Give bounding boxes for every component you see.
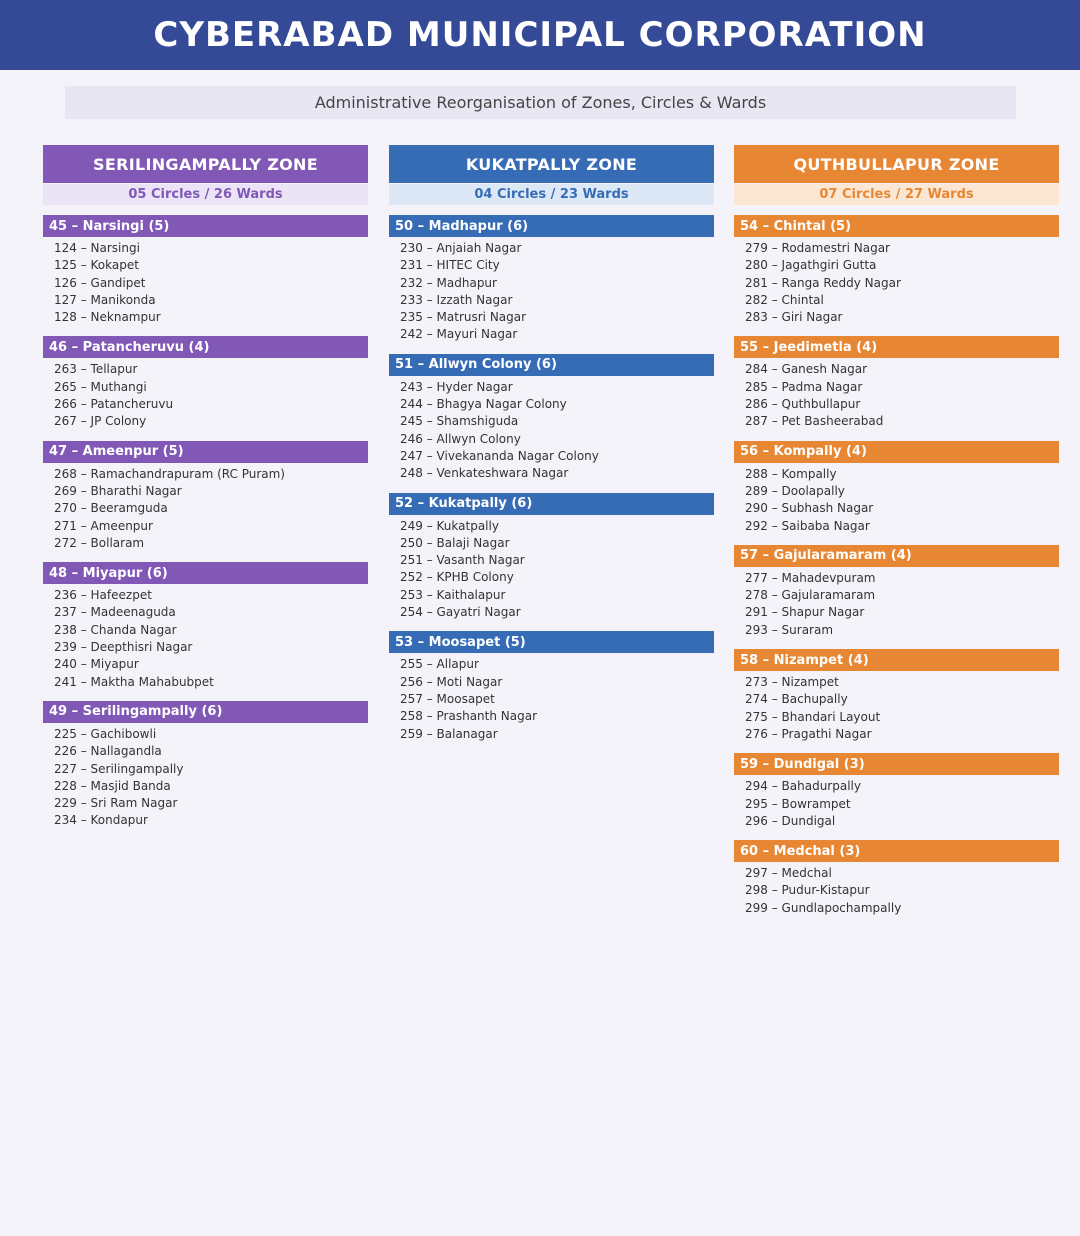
circle-heading: 58 – Nizampet (4) <box>734 649 1059 671</box>
ward-item: 127 – Manikonda <box>54 292 156 307</box>
ward-list <box>734 671 1059 743</box>
ward-item: 128 – Neknampur <box>54 310 161 325</box>
zone-kukatpally <box>389 145 714 743</box>
ward-item: 246 – Allwyn Colony <box>400 431 521 446</box>
zone-count: 05 Circles / 26 Wards <box>43 184 368 205</box>
circle-heading: 47 – Ameenpur (5) <box>43 441 368 463</box>
ward-item: 250 – Balaji Nagar <box>400 535 510 550</box>
zone-count: 07 Circles / 27 Wards <box>734 184 1059 205</box>
ward-item: 226 – Nallagandla <box>54 744 162 759</box>
circle-block <box>389 631 714 742</box>
circle-heading: 52 – Kukatpally (6) <box>389 493 714 515</box>
ward-item: 241 – Maktha Mahabubpet <box>54 674 214 689</box>
ward-list <box>43 237 368 326</box>
circle-block <box>734 840 1059 917</box>
ward-item: 234 – Kondapur <box>54 813 148 828</box>
circle-heading: 51 – Allwyn Colony (6) <box>389 354 714 376</box>
ward-list <box>734 463 1059 535</box>
ward-item: 275 – Bhandari Layout <box>745 709 881 724</box>
zone-title: SERILINGAMPALLY ZONE <box>43 145 368 183</box>
circle-block <box>43 701 368 830</box>
zone-count: 04 Circles / 23 Wards <box>389 184 714 205</box>
circle-heading: 57 – Gajularamaram (4) <box>734 545 1059 567</box>
ward-item: 292 – Saibaba Nagar <box>745 518 870 533</box>
circle-block <box>43 441 368 552</box>
ward-list <box>734 862 1059 917</box>
ward-item: 295 – Bowrampet <box>745 796 851 811</box>
ward-item: 124 – Narsingi <box>54 241 140 255</box>
zone-quthbullapur <box>734 145 1059 917</box>
ward-item: 244 – Bhagya Nagar Colony <box>400 397 567 412</box>
ward-list <box>43 463 368 552</box>
circle-heading: 50 – Madhapur (6) <box>389 215 714 237</box>
ward-item: 276 – Pragathi Nagar <box>745 726 872 741</box>
ward-item: 243 – Hyder Nagar <box>400 379 513 394</box>
ward-list <box>734 775 1059 830</box>
ward-item: 272 – Bollaram <box>54 535 145 550</box>
ward-item: 249 – Kukatpally <box>400 518 499 533</box>
ward-item: 255 – Allapur <box>400 657 479 672</box>
ward-item: 254 – Gayatri Nagar <box>400 605 521 620</box>
ward-item: 274 – Bachupally <box>745 692 848 707</box>
circle-list <box>734 215 1059 917</box>
ward-item: 239 – Deepthisri Nagar <box>54 640 193 655</box>
ward-item: 271 – Ameenpur <box>54 518 153 533</box>
ward-item: 273 – Nizampet <box>745 675 839 690</box>
ward-list <box>43 584 368 691</box>
ward-list <box>734 237 1059 326</box>
ward-item: 266 – Patancheruvu <box>54 397 174 412</box>
circle-block <box>389 493 714 622</box>
ward-list <box>43 723 368 830</box>
circle-block <box>43 336 368 430</box>
ward-item: 257 – Moosapet <box>400 691 495 706</box>
ward-item: 258 – Prashanth Nagar <box>400 709 538 724</box>
ward-item: 235 – Matrusri Nagar <box>400 310 527 325</box>
ward-item: 245 – Shamshiguda <box>400 414 519 429</box>
circle-heading: 60 – Medchal (3) <box>734 840 1059 862</box>
ward-item: 289 – Doolapally <box>745 483 845 498</box>
ward-item: 284 – Ganesh Nagar <box>745 362 868 377</box>
ward-item: 263 – Tellapur <box>54 362 138 377</box>
ward-item: 240 – Miyapur <box>54 657 139 672</box>
ward-item: 283 – Giri Nagar <box>745 310 843 325</box>
page-subtitle: Administrative Reorganisation of Zones, Circles & Wards <box>65 86 1016 119</box>
circle-block <box>734 649 1059 743</box>
circle-list <box>43 215 368 830</box>
ward-item: 242 – Mayuri Nagar <box>400 327 518 342</box>
ward-list <box>389 376 714 483</box>
ward-item: 287 – Pet Basheerabad <box>745 414 884 429</box>
ward-item: 232 – Madhapur <box>400 275 497 290</box>
ward-item: 280 – Jagathgiri Gutta <box>745 258 877 273</box>
header-banner <box>0 0 1080 70</box>
circle-block <box>734 215 1059 326</box>
circle-heading: 49 – Serilingampally (6) <box>43 701 368 723</box>
circle-heading: 45 – Narsingi (5) <box>43 215 368 237</box>
ward-item: 269 – Bharathi Nagar <box>54 483 182 498</box>
ward-item: 227 – Serilingampally <box>54 761 184 776</box>
ward-item: 251 – Vasanth Nagar <box>400 553 525 568</box>
ward-item: 281 – Ranga Reddy Nagar <box>745 275 901 290</box>
circle-block <box>389 215 714 344</box>
circle-list <box>389 215 714 743</box>
ward-item: 125 – Kokapet <box>54 258 139 273</box>
zone-title: KUKATPALLY ZONE <box>389 145 714 183</box>
ward-list <box>734 567 1059 639</box>
ward-list <box>389 653 714 742</box>
ward-item: 297 – Medchal <box>745 866 832 881</box>
ward-item: 286 – Quthbullapur <box>745 397 861 412</box>
circle-block <box>734 336 1059 430</box>
circle-block <box>43 215 368 326</box>
ward-item: 294 – Bahadurpally <box>745 779 861 794</box>
ward-item: 288 – Kompally <box>745 466 837 481</box>
circle-block <box>734 441 1059 535</box>
circle-heading: 59 – Dundigal (3) <box>734 753 1059 775</box>
ward-item: 256 – Moti Nagar <box>400 674 503 689</box>
zone-serilingampally <box>43 145 368 830</box>
ward-item: 228 – Masjid Banda <box>54 778 171 793</box>
ward-item: 298 – Pudur-Kistapur <box>745 883 870 898</box>
circle-heading: 46 – Patancheruvu (4) <box>43 336 368 358</box>
circle-heading: 48 – Miyapur (6) <box>43 562 368 584</box>
ward-item: 278 – Gajularamaram <box>745 588 876 603</box>
ward-list <box>43 358 368 430</box>
circle-block <box>734 753 1059 830</box>
zone-title: QUTHBULLAPUR ZONE <box>734 145 1059 183</box>
ward-item: 236 – Hafeezpet <box>54 588 152 603</box>
ward-item: 296 – Dundigal <box>745 813 836 828</box>
ward-list <box>389 237 714 344</box>
ward-item: 282 – Chintal <box>745 292 824 307</box>
circle-heading: 56 – Kompally (4) <box>734 441 1059 463</box>
circle-heading: 55 – Jeedimetla (4) <box>734 336 1059 358</box>
ward-item: 237 – Madeenaguda <box>54 605 176 620</box>
ward-item: 126 – Gandipet <box>54 275 146 290</box>
circle-block <box>43 562 368 691</box>
ward-item: 259 – Balanagar <box>400 726 498 741</box>
ward-item: 231 – HITEC City <box>400 258 500 273</box>
circle-block <box>734 545 1059 639</box>
ward-item: 238 – Chanda Nagar <box>54 622 177 637</box>
ward-item: 285 – Padma Nagar <box>745 379 863 394</box>
circle-heading: 54 – Chintal (5) <box>734 215 1059 237</box>
ward-item: 279 – Rodamestri Nagar <box>745 241 890 255</box>
ward-item: 252 – KPHB Colony <box>400 570 514 585</box>
ward-item: 290 – Subhash Nagar <box>745 501 874 516</box>
ward-item: 229 – Sri Ram Nagar <box>54 796 178 811</box>
page-title: CYBERABAD MUNICIPAL CORPORATION <box>153 15 927 55</box>
ward-list <box>389 515 714 622</box>
ward-item: 277 – Mahadevpuram <box>745 570 876 585</box>
ward-item: 268 – Ramachandrapuram (RC Puram) <box>54 466 285 481</box>
ward-item: 267 – JP Colony <box>54 414 147 429</box>
circle-heading: 53 – Moosapet (5) <box>389 631 714 653</box>
ward-item: 270 – Beeramguda <box>54 501 168 516</box>
ward-item: 248 – Venkateshwara Nagar <box>400 466 569 481</box>
ward-item: 265 – Muthangi <box>54 379 147 394</box>
ward-item: 293 – Suraram <box>745 622 834 637</box>
ward-item: 225 – Gachibowli <box>54 726 157 741</box>
ward-item: 233 – Izzath Nagar <box>400 292 513 307</box>
ward-item: 253 – Kaithalapur <box>400 587 506 602</box>
ward-item: 247 – Vivekananda Nagar Colony <box>400 448 599 463</box>
ward-list <box>734 358 1059 430</box>
ward-item: 230 – Anjaiah Nagar <box>400 241 522 255</box>
ward-item: 299 – Gundlapochampally <box>745 900 902 915</box>
ward-item: 291 – Shapur Nagar <box>745 605 865 620</box>
circle-block <box>389 354 714 483</box>
